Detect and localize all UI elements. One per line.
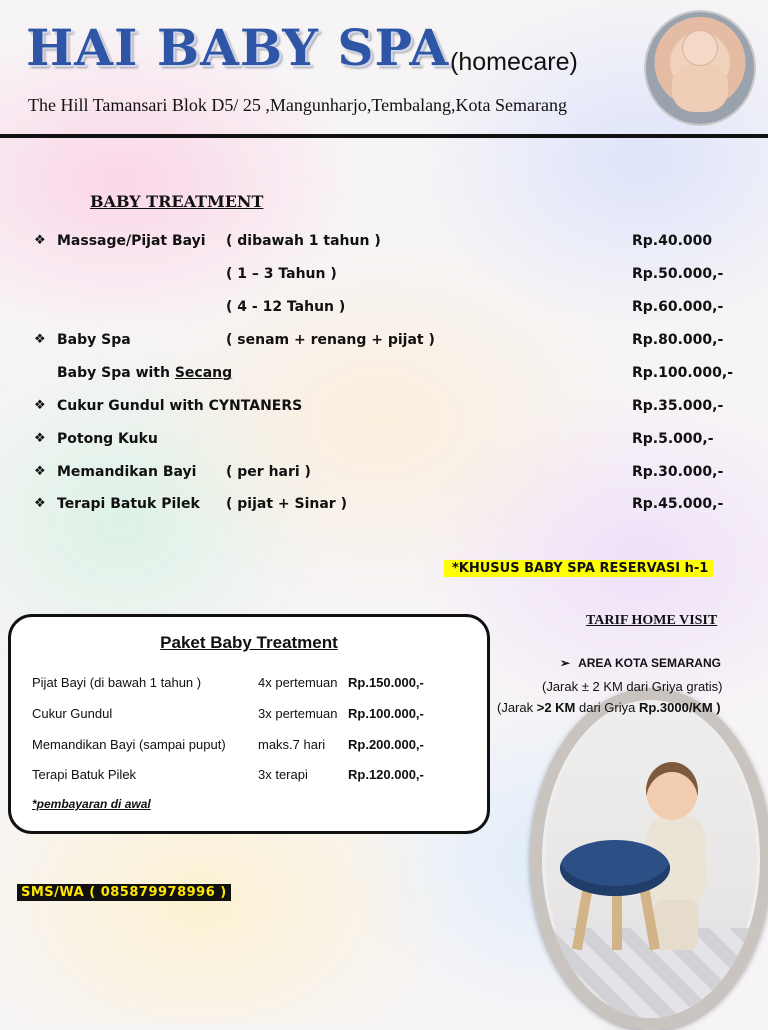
home-visit-title: TARIF HOME VISIT <box>586 613 718 628</box>
treatment-row <box>0 431 768 451</box>
treatment-name: Terapi Batuk Pilek <box>57 496 200 512</box>
distance-free-note: (Jarak ± 2 KM dari Griya gratis) <box>542 679 723 694</box>
baby-mirror-photo <box>530 688 768 1030</box>
paket-price: Rp.200.000,- <box>348 737 424 752</box>
diamond-bullet-icon: ❖ <box>34 233 46 248</box>
treatment-detail: ( 4 - 12 Tahun ) <box>226 299 346 315</box>
distance-fee-mid: dari Griya <box>575 700 639 715</box>
paket-row <box>11 767 487 785</box>
diamond-bullet-icon: ❖ <box>34 464 46 479</box>
reservation-note: *KHUSUS BABY SPA RESERVASI h-1 <box>444 560 714 577</box>
treatment-price: Rp.30.000,- <box>632 464 724 480</box>
distance-fee-price: Rp.3000 <box>638 700 689 715</box>
paket-name: Cukur Gundul <box>32 706 113 721</box>
paket-row <box>11 675 487 693</box>
photo-child-legs <box>654 900 698 950</box>
paket-price: Rp.120.000,- <box>348 767 424 782</box>
header-divider <box>0 134 768 138</box>
treatment-price: Rp.60.000,- <box>632 299 724 315</box>
treatment-row <box>0 398 768 418</box>
treatment-name-prefix: Baby Spa with <box>57 365 175 381</box>
treatment-name-underlined: Secang <box>174 365 233 381</box>
baby-photo-body <box>672 62 728 112</box>
paket-row <box>11 706 487 724</box>
treatment-name: Potong Kuku <box>57 431 158 447</box>
contact-number: SMS/WA ( 085879978996 ) <box>17 884 231 901</box>
diamond-bullet-icon: ❖ <box>34 496 46 511</box>
treatment-detail: ( 1 – 3 Tahun ) <box>226 266 337 282</box>
diamond-bullet-icon: ❖ <box>34 398 46 413</box>
arrow-bullet-icon: ➢ <box>560 656 571 670</box>
treatment-row <box>0 299 768 319</box>
treatment-name: Cukur Gundul with CYNTANERS <box>57 398 303 414</box>
distance-fee-note <box>497 700 721 715</box>
paket-price: Rp.100.000,- <box>348 706 424 721</box>
paket-name: Pijat Bayi (di bawah 1 tahun ) <box>32 675 202 690</box>
section-title: BABY TREATMENT <box>90 192 264 211</box>
treatment-price: Rp.100.000,- <box>632 365 734 381</box>
treatment-detail: ( per hari ) <box>226 464 311 480</box>
diamond-bullet-icon: ❖ <box>34 332 46 347</box>
area-line <box>560 656 721 670</box>
diamond-bullet-icon: ❖ <box>34 431 46 446</box>
paket-sessions: 3x pertemuan <box>258 706 338 721</box>
paket-sessions: 3x terapi <box>258 767 308 782</box>
baby-photo-face <box>682 30 718 66</box>
distance-fee-prefix: (Jarak <box>497 700 537 715</box>
treatment-price: Rp.40.000 <box>632 233 713 249</box>
photo-child-head <box>646 762 698 820</box>
paket-row <box>11 737 487 755</box>
treatment-price: Rp.5.000,- <box>632 431 714 447</box>
payment-note: *pembayaran di awal <box>32 797 151 811</box>
paket-title: Paket Baby Treatment <box>160 633 338 652</box>
treatment-name: Baby Spa <box>57 332 131 348</box>
baby-photo <box>646 12 754 124</box>
paket-box <box>8 614 490 834</box>
paket-sessions: 4x pertemuan <box>258 675 338 690</box>
paket-price: Rp.150.000,- <box>348 675 424 690</box>
distance-fee-range: >2 KM <box>536 700 576 715</box>
treatment-row <box>0 365 768 385</box>
treatment-price: Rp.35.000,- <box>632 398 724 414</box>
treatment-detail: ( dibawah 1 tahun ) <box>226 233 381 249</box>
area-label: AREA KOTA SEMARANG <box>578 656 721 670</box>
treatment-row <box>0 266 768 286</box>
treatment-price: Rp.45.000,- <box>632 496 724 512</box>
brand-title: HAI BABY SPA <box>26 18 450 77</box>
paket-name: Memandikan Bayi (sampai puput) <box>32 737 226 752</box>
treatment-row <box>0 332 768 352</box>
photo-stool-seat <box>560 840 670 896</box>
treatment-name <box>57 365 232 381</box>
distance-fee-suffix: /KM ) <box>688 700 721 715</box>
treatment-detail: ( senam + renang + pijat ) <box>226 332 435 348</box>
paket-sessions: maks.7 hari <box>258 737 326 752</box>
treatment-row <box>0 496 768 516</box>
paket-name: Terapi Batuk Pilek <box>32 767 137 782</box>
treatment-detail: ( pijat + Sinar ) <box>226 496 347 512</box>
treatment-row <box>0 233 768 253</box>
treatment-name: Memandikan Bayi <box>57 464 197 480</box>
treatment-price: Rp.50.000,- <box>632 266 724 282</box>
treatment-row <box>0 464 768 484</box>
address: The Hill Tamansari Blok D5/ 25 ,Mangunharjo,Tembalang,Kota Semarang <box>28 95 568 115</box>
treatment-name: Massage/Pijat Bayi <box>57 233 206 249</box>
treatment-price: Rp.80.000,- <box>632 332 724 348</box>
brand-subtitle: (homecare) <box>450 48 578 76</box>
